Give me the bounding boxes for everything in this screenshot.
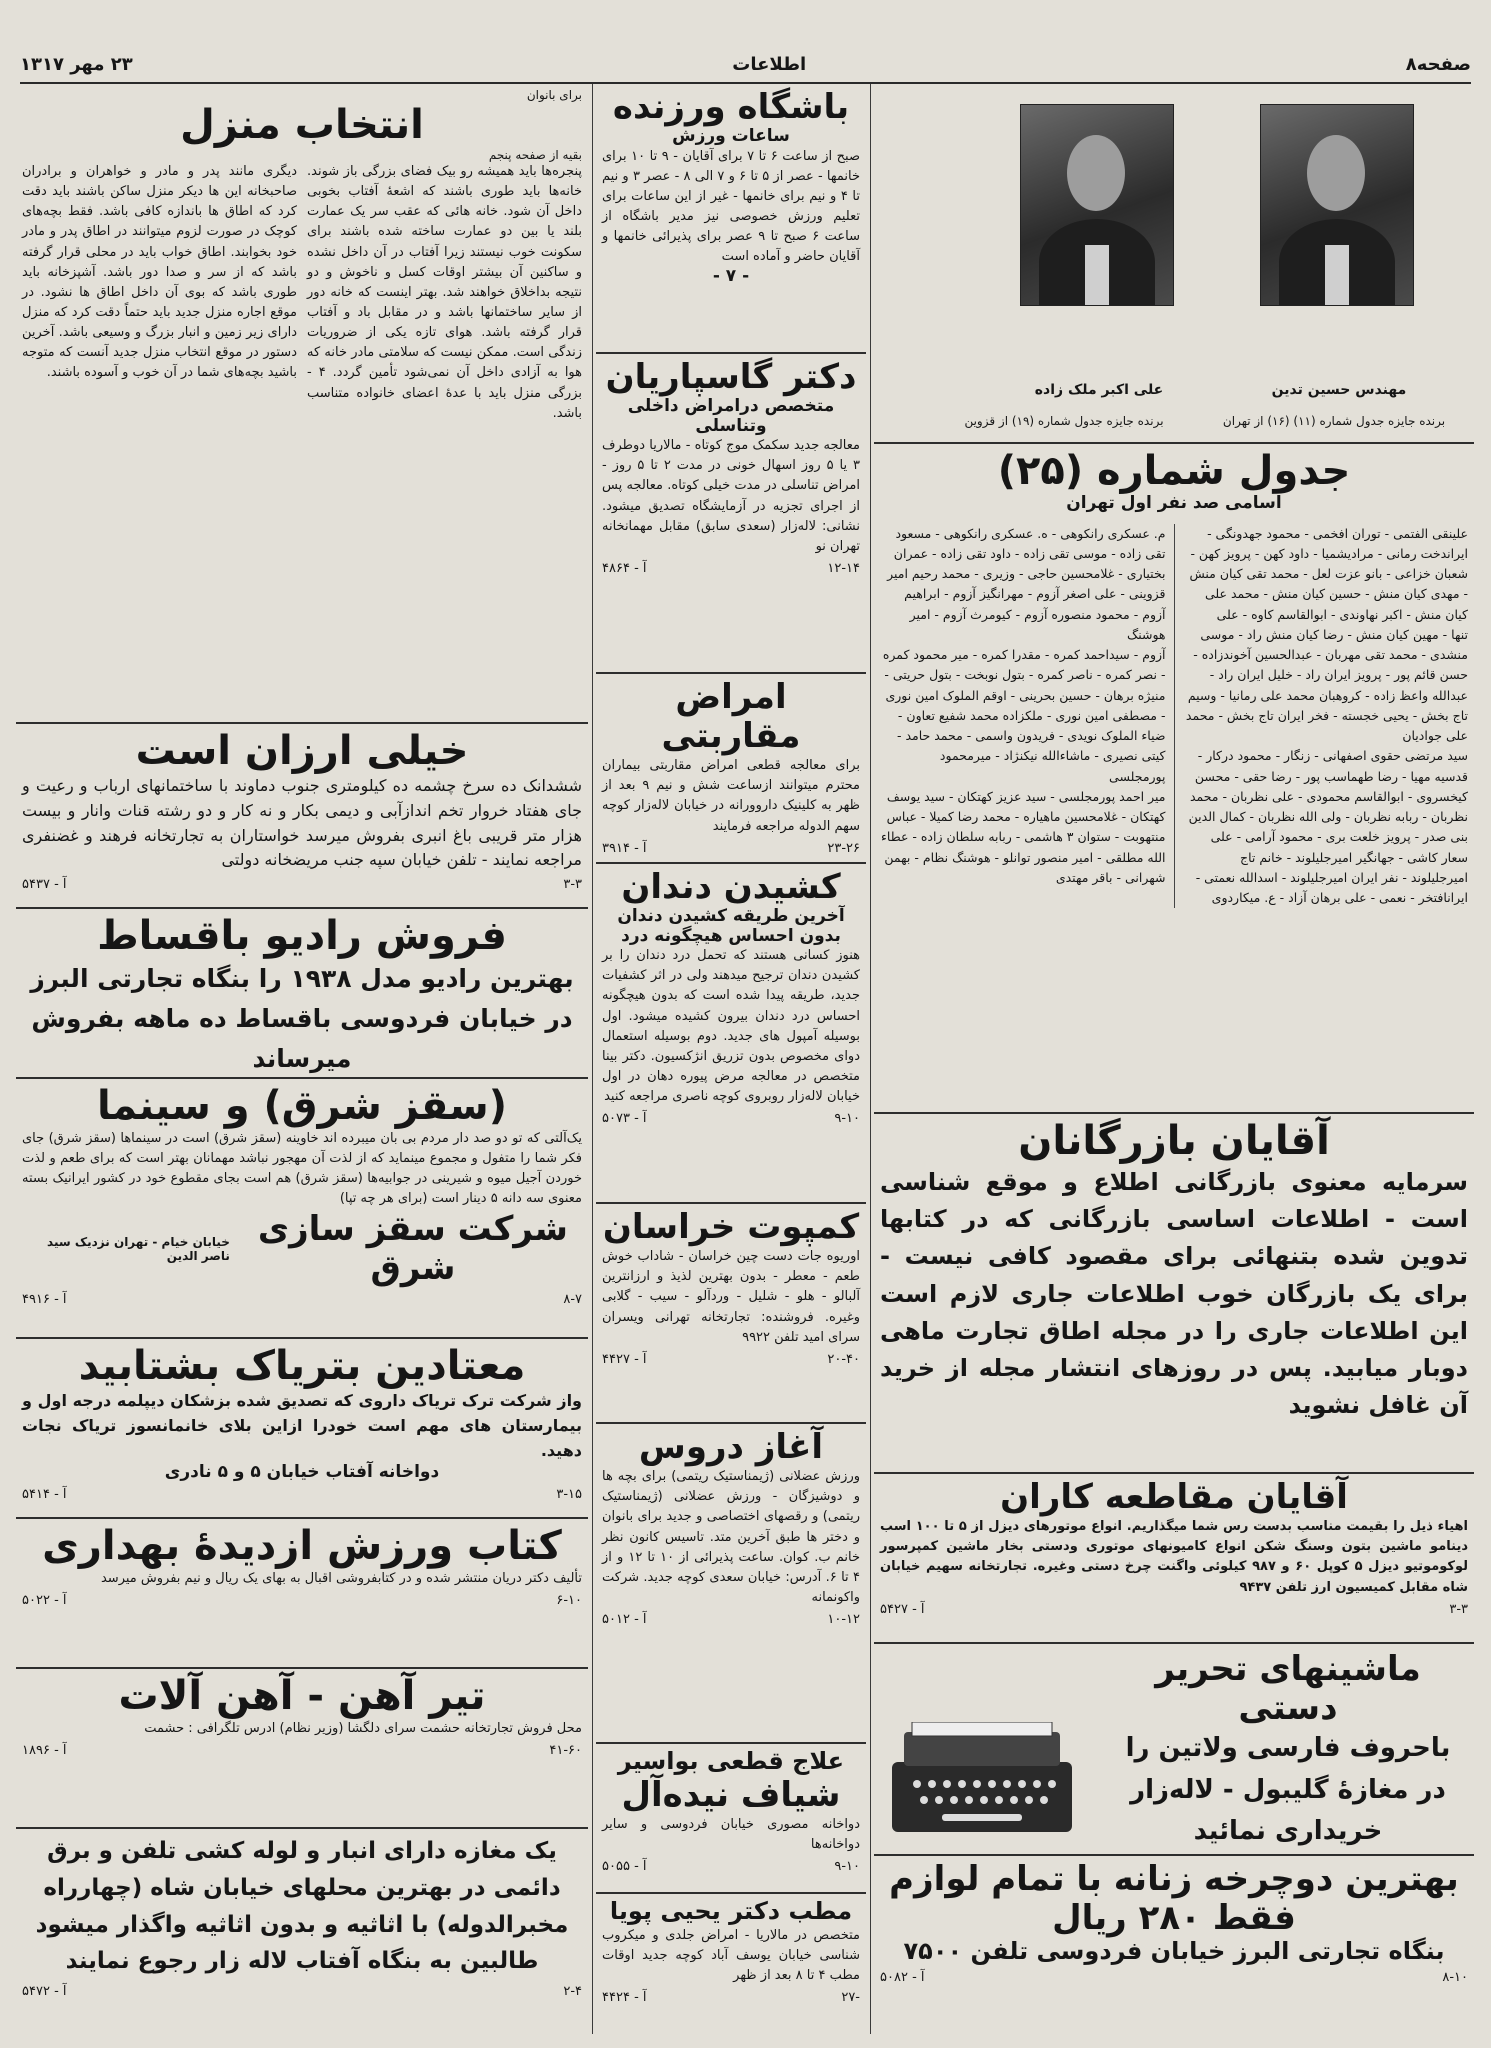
ad-body: محل فروش تجارتخانه حشمت سرای دلگشا (وزیر نظام) ادرس تلگرافی : حشمت — [144, 1721, 582, 1736]
article-choosing-home — [16, 84, 588, 724]
names-block: سید مرتضی حقوی اصفهانی - زنگار - محمود درکار - قدسیه مهیا - رضا طهماسب پور - رضا حقی - محسن کیخسروی - ابوالقاسم محمودی - علی نظربان - محمد نظربان - ربابه نظربان - ولی الله نظربان - کمال الدین بنی صدر - پرویز خلعت بری - محمود آرامی - علی سعار کاشی - جهانگیر امیرجلیلوند - خانم تاج امیرجلیلوند - نفر ایران امیرجلیلوند - اسدالله نعمتی - ایرانافتخر - نعمی - علی برهان آزاد - ع. میکاردوی — [1188, 748, 1468, 906]
column-rule — [870, 84, 871, 2034]
names-block: میر احمد پورمجلسی - سید عزیز کهتکان - سید یوسف کهتکان - غلامحسین ماهیاره - محمد رضا کمیلا - عباس منتهوبت - ستوان ۳ هاشمی - ربابه سلطان زاده - عطاء الله مطلقی - امیر منصور توانلو - هوشنگ نظام - بهمن شهرانی - باقر مهتدی — [881, 788, 1166, 885]
article-column: پنجره‌ها باید همیشه رو بیک فضای بزرگی باز شوند. خانه‌ها باید طوری باشند که اشعهٔ آفتاب بخوبی داخل آن شود. خانه هائی که عقب سر یک عمارت بلند یا بین دو عمارت ساخته شده باشند برای سکونت خوب نیستند زیرا آفتاب در آن داخل نشده و ساکنین آن بیشتر اوقات کسل و ناخوش و دو نتیجه بداخلاق خواهند شد. بهتر اینست که خانه دور از سایر ساختمانها باشد و در مقابل باد و آفتاب قرار گرفته باشد. هوای تازه یکی از ضروریات زندگی است. ممکن نیست که سلامتی مادر خانه که هوا به آزادی داخل آن نمی‌شود تأمین گردد. ۴ - بزرگی منزل باید با عدهٔ اعضای خانواده متناسب باشد. — [307, 164, 583, 421]
ad-ref-number: ۴۱-۶۰ — [549, 1743, 582, 1759]
puzzle-table-25 — [874, 444, 1474, 1114]
ad-body: واز شرکت ترک تریاک داروی که تصدیق شده بزشکان دیپلمه درجه اول و بیمارستان های مهم است خودرا ازاین بلای خانمانسوز تریاک نجات دهید. — [22, 1391, 582, 1460]
ad-ref-number: ۸-۷ — [563, 1291, 582, 1307]
ad-ref-number: ۳-۳ — [563, 877, 582, 893]
ad-ref-code: آ - ۴۴۲۷ — [602, 1351, 647, 1367]
portrait-photo — [1020, 104, 1174, 306]
ad-ref — [22, 877, 582, 892]
ad-title: آقایان مقاطعه کاران — [1000, 1477, 1348, 1517]
ad-opium-addicts — [16, 1339, 588, 1519]
ad-ref-number: ۲۰-۴۰ — [827, 1351, 860, 1367]
ad-shop: دواخانه آفتاب خیابان ۵ و ۵ نادری — [164, 1462, 440, 1483]
issue-date: ۲۳ مهر ۱۳۱۷ — [20, 53, 133, 75]
ad-body: متخصص در مالاریا - امراض جلدی و میکروب شناسی خیابان یوسف آباد کوچه جدید اوقات مطب ۴ تا ۸ بعد از ظهر — [602, 1927, 860, 1983]
ad-title: کمپوت خراسان — [602, 1207, 860, 1247]
ad-title: مطب دکتر یحیی پویا — [609, 1897, 853, 1925]
ad-very-cheap — [16, 724, 588, 909]
ad-ref-code: آ - ۴۴۲۴ — [602, 1990, 647, 2006]
portrait-photo — [1260, 104, 1414, 306]
winner-name: علی اکبر ملک زاده — [1034, 382, 1164, 398]
typewriter-illustration — [882, 1722, 1082, 1842]
ad-title: کتاب ورزش ازدیدهٔ بهداری — [42, 1523, 562, 1569]
middle-column — [596, 84, 866, 2034]
ad-ref-code: آ - ۵۴۳۷ — [22, 877, 67, 893]
ad-ref — [602, 1990, 860, 2005]
ad-title: معتادین بتریاک بشتابید — [78, 1343, 526, 1389]
names-column — [1183, 524, 1469, 909]
ad-title: شیاف نیده‌آل — [621, 1774, 841, 1815]
ad-subtitle: ساعات ورزش — [672, 126, 790, 147]
winner-name: مهندس حسین تدین — [1271, 382, 1407, 398]
puzzle-subtitle: اسامی صد نفر اول تهران — [1066, 493, 1282, 513]
ad-title: امراض مقاربتی — [661, 677, 801, 757]
ad-title: خیلی ارزان است — [135, 728, 469, 774]
names-list — [880, 524, 1468, 909]
ad-title: ماشینهای تحریر دستی — [1155, 1649, 1421, 1729]
ad-ref — [602, 1352, 860, 1367]
ad-body: صبح از ساعت ۶ تا ۷ برای آقایان - ۹ تا ۱۰ برای خانمها - عصر از ۵ تا ۶ و ۷ الی ۸ - عصر ۳ و نیم تا ۴ و نیم برای خانمها - غیر از این ساعات برای تعلیم ورزش خصوصی نیز مدیر باشگاه از ساعت ۶ صبح تا ۹ عصر برای پذیرائی خانمها و آقایان حاضر و آماده است — [602, 148, 860, 265]
ad-ref — [22, 1593, 582, 1608]
ad-saqz-shargh — [16, 1079, 588, 1339]
page-header — [20, 52, 1471, 84]
ad-body: یک‌آلتی که تو دو صد دار مردم بی بان میبرده اند خاوینه (سقز شرق) است در سینما‌ها (سقز شرق) جای فکر شما را متفول و مجموع مینماید که از لذت آن مهجور نباشد مهمانان بهتر است که برای طعم و لذت خوردن آجیل میوه و شیرینی در جوابیه‌ها (سقز شرق) هم است بجای مقطوع خود در کشور ایرانیک بسته معنوی سه دانه ۵ دینار است (برای هر چه تپا) — [22, 1131, 582, 1207]
ad-bicycle — [874, 1856, 1474, 2036]
ad-ref — [880, 1970, 1468, 1985]
ad-contractors — [874, 1474, 1474, 1644]
names-column — [880, 524, 1175, 909]
puzzle-title: جدول شماره (۲۵) — [997, 448, 1351, 494]
ad-ref-number: ۳-۳ — [1449, 1601, 1468, 1617]
ad-ref-code: آ - ۵۰۸۲ — [880, 1969, 925, 1985]
ad-ref — [880, 1602, 1468, 1617]
ad-ref-code: آ - ۵۴۷۲ — [22, 1984, 67, 2000]
names-block: تنها - مهین کیان منش - رضا کیان منش راد - موسی منشدی - محمد تقی مهربان - عبدالحسین آخوندزاده - حسن قائم پور - پرویز ایران راد - خلیل ایران راد - عبدالله واعظ زاده - کروهبان محمد علی رمانیا - وسیم تاج بخش - یحیی خجسته - فخر ایران تاج بخش - محمد علی جوادیان — [1185, 626, 1468, 744]
column-rule — [592, 84, 593, 2034]
ad-body: ورزش عضلانی (ژیمناستیک ریتمی) برای بچه ها و دوشیزگان - ورزش عضلانی (ژیمناستیک ریتمی) و رقصهای اختصاصی و جدید برای بانوان و دختر ها طبق آخرین متد. تاسیس کانون نظر خانم ب. کوان. ساعت پذیرائی از ۱۰ تا ۱۲ و از ۴ تا ۶. آدرس: خیابان سعدی کوچه جدید. شرکت واکونمانه — [602, 1469, 861, 1605]
ad-ref — [22, 1984, 582, 1999]
ad-dr-gasparian — [596, 354, 866, 674]
ad-price: فقط ۲۸۰ ریال — [1052, 1898, 1296, 1939]
ad-ref-code: آ - ۴۹۱۶ — [22, 1291, 67, 1307]
ad-title: آقایان بازرگانان — [1018, 1118, 1330, 1164]
ad-subtitle: متخصص درامراض داخلی وتناسلی — [627, 396, 835, 436]
ad-subtitle: آخرین طریقه کشیدن دندان بدون احساس هیچگونه درد — [617, 906, 845, 946]
ad-tooth-extraction — [596, 864, 866, 1204]
ad-ref-code: آ - ۵۴۲۷ — [880, 1601, 925, 1617]
ad-title: باشگاه ورزنده — [612, 87, 850, 127]
ad-body: باحروف فارسی ولاتین را در مغازهٔ گلیبول - لاله‌زار خریداری نمائید — [1125, 1733, 1451, 1847]
ad-ref-number: ۹-۱۰ — [834, 1111, 860, 1127]
ad-body: برای معالجه قطعی امراض مقاربتی بیماران محترم میتوانند ازساعت شش و نیم ۹ بعد از ظهر به کلینیک داروورانه در خیابان لاله‌زار کوچه سهم الدوله مراجعه فرمایند — [602, 758, 860, 834]
ad-body: سرمایه معنوی بازرگانی اطلاع و موقع شناسی است - اطلاعات اساسی بازرگانی که در کتابها تدوین شده بتنهائی برای مقصود کافی نیست - برای یک بازرگان خوب اطلاعات جاری لازم است این اطلاعات جاری را در مجله اطاق تجارت ماهی دوبار میابید. پس در روزهای انتشار مجله از خرید آن غافل نشوید — [880, 1168, 1468, 1420]
ad-body: هنوز کسانی هستند که تحمل درد دندان را بر کشیدن دندان ترجیح میدهند ولی در اثر کشفیات جدید، طریقه پیدا شده است که بدون هیچگونه احساس درد دندان بیرون کشیده میشود. اول بوسیله آمپول های جدید. دوم بوسیله استعمال دوای مخصوص بدون تزریق انژکسیون. دکتر بینا متخصص در معالجه مرض پیوره دهان در اول خیابان لاله‌زار روبروی کوچه ناصری مراجعه کنید — [602, 948, 860, 1105]
ad-body: اهیاء ذیل را بقیمت مناسب بدست رس شما میگذاریم. انواع موتورهای دیزل از ۵ تا ۱۰۰ اسب دینامو ماشین بتون وسنگ شکن انواع کامیونهای موتوری ودستی بخار ماشین کمپرسور لوکوموتیو دیزل ۵ کوپل ۶۰ و ۹۸۷ کیلوئی واگنت چرخ دستی وغیره. تجارتخانه سهیم خیابان شاه مقابل کمیسیون ارز تلفن ۹۴۳۷ — [880, 1519, 1469, 1595]
ad-varzandeh-gym — [596, 84, 866, 354]
ad-title: بهترین دوچرخه زنانه با تمام لوازم — [889, 1859, 1459, 1899]
ad-khorasan-compote — [596, 1204, 866, 1424]
ad-title: دکتر گاسپاریان — [605, 357, 857, 397]
ad-ref — [602, 1111, 860, 1126]
ad-pretitle: علاج قطعی بواسیر — [617, 1747, 845, 1775]
ad-body: تألیف دکتر دریان منتشر شده و در کتابفروشی اقبال به بهای یک ریال و نیم بفروش میرسد — [100, 1571, 582, 1586]
left-column — [16, 84, 588, 2034]
ad-ref: - ۷ - — [712, 266, 750, 287]
names-block: آزوم - سیداحمد کمره - مقدرا کمره - میر محمود کمره - نصر کمره - ناصر کمره - بتول نوبخت - بتول حریتی - منیژه برهان - حسین بحرینی - اوقم الملوک امین نوری - مصطفی امین نوری - ملکزاده محمد شفیع تعاون - ضیاء الملوک نویدی - فریدون واسمی - محمد حامد - کیتی نصیری - ماشاءالله نیکنژاد - میرمحمود پورمجلسی — [882, 647, 1166, 784]
ad-ref-code: آ - ۵۰۷۳ — [602, 1111, 647, 1127]
ad-title: (سقز شرق) و سینما — [96, 1083, 508, 1129]
winner-caption: برنده جایزه جدول شماره (۱۱) (۱۶) از تهران — [1222, 414, 1446, 428]
ad-venereal-diseases — [596, 674, 866, 864]
company-address: خیابان خیام - تهران نزدیک سید ناصر الدین — [47, 1234, 230, 1263]
ad-ref-code: آ - ۵۴۱۴ — [22, 1486, 67, 1502]
ad-ref-number: ۱۲-۱۴ — [827, 561, 860, 577]
article-body — [22, 162, 582, 424]
ad-body: ششدانک ده سرخ چشمه ده کیلومتری جنوب دماوند با ساختمانهای ارباب و رعیت و جای هفتاد خروار تخم اندازآبی و دیمی بکار و نه کار و دو رشته قنات وانار و بیست هزار متر قریبی باغ انبری بفروش میرسد خواستاران به تجارتخانه فرهند و غضنفری مراجعه نمایند - تلفن خیابان سپه جنب مریضخانه دولتی — [22, 776, 582, 870]
ad-body: دواخانه مصوری خیابان فردوسی و سایر دواخانه‌ها — [602, 1816, 860, 1852]
ad-ref — [602, 561, 860, 576]
ad-radio-installments — [16, 909, 588, 1079]
paper-name: اطلاعات — [732, 53, 807, 75]
ad-classes-start — [596, 1424, 866, 1744]
ad-body: اوریوه جات دست چین خراسان - شاداب خوش طعم - معطر - بدون بهترین لذیذ و ارزانترین آلبالو - هلو - شلیل - وردآلو - سیب - گلابی وغیره. فروشنده: تجارتخانه تهرانی ویسران سرای امید تلفن ۹۹۲۲ — [602, 1249, 860, 1345]
ad-ref-number: ۹-۱۰ — [834, 1858, 860, 1874]
company-name: شرکت سقز سازی شرق — [257, 1208, 568, 1288]
ad-ref-number: ۲۳-۲۶ — [827, 840, 860, 856]
ad-title: تیر آهن - آهن آلات — [118, 1673, 486, 1719]
ad-ref — [602, 1859, 860, 1874]
names-block: م. عسکری رانکوهی - ه. عسکری رانکوهی - مسعود تقی زاده - موسی تقی زاده - داود تقی زاده - عمران بختیاری - غلامحسین حاجی - وزیری - محمد رحیم امیر قزوینی - علی اصغر آزوم - مهرانگیز آزوم - ابراهیم آزوم - محمود منصوره آزوم - کیومرث آزوم - امیر هوشنگ — [887, 525, 1166, 642]
ad-body: بنگاه تجارتی البرز خیابان فردوسی تلفن ۷۵۰۰ — [903, 1937, 1445, 1966]
ad-ref-number: ۳-۱۵ — [556, 1486, 582, 1502]
names-block: علینقی الفتمی - توران افخمی - محمود جهدونگی - ایراندخت رمانی - مرادیشمیا - داود کهن - پرویز کهن - شعبان خزاعی - بانو عزت لعل - محمد تقی کیان منش - مهدی کیان منش - حسین کیان منش - محمد علی کیان منش - اکبر نهاوندی - ابوالقاسم کاوه - علی — [1189, 525, 1468, 622]
ad-body: یک مغازه دارای انبار و لوله کشی تلفن و برق دائمی در بهترین محلهای خیابان شاه (چهارراه مخبرالدوله) با اثاثیه و بدون اثاثیه واگذار میشود طالبین به بنگاه آفتاب لاله زار رجوع نمایند — [35, 1838, 569, 1975]
article-title: انتخاب منزل — [180, 102, 424, 148]
article-continued: بقیه از صفحه پنجم — [488, 148, 582, 162]
ad-ref-code: آ - ۵۰۵۵ — [602, 1858, 647, 1874]
ad-shop-for-rent — [16, 1829, 588, 2036]
ad-ref — [602, 841, 860, 856]
right-column — [874, 84, 1474, 2034]
ad-title: آغاز دروس — [638, 1427, 824, 1467]
ad-ref-number: ۲۷- — [841, 1990, 860, 2006]
ad-iron-beams — [16, 1669, 588, 1829]
ad-ideal-suppository — [596, 1744, 866, 1894]
ad-typewriter — [874, 1644, 1474, 1856]
ad-text — [1108, 1650, 1468, 1856]
ad-ref-code: آ - ۵۰۲۲ — [22, 1593, 67, 1609]
ad-ref-number: ۱۰-۱۲ — [827, 1612, 860, 1628]
ad-body: معالجه جدید سکمک موج کوتاه - مالاریا دوطرف ۳ یا ۵ روز اسهال خونی در مدت ۲ تا ۵ روز - امراض تناسلی در مدت خیلی کوتاه. معالجه پس از اجرای تجزیه در آزمایشگاه تصدیق میشود. نشانی: لاله‌زار (سعدی سابق) مقابل مهمانخانه تهران نو — [602, 438, 860, 554]
ad-title: فروش رادیو باقساط — [97, 913, 507, 959]
ad-ref-code: آ - ۴۸۶۴ — [602, 561, 647, 577]
ad-ref-code: آ - ۳۹۱۴ — [602, 840, 647, 856]
article-column: دیگری مانند پدر و مادر و خواهران و برادران صاحبخانه این ها دیکر منزل ساکن باشند باید دقت کرد که اطاق ها باندازه کافی باشد. فقط بچه‌های کوچک در صورت لزوم میتوانند در اطاق پدر و مادر خود بخوابند. اطاق خواب باید در محلی قرار گرفته باشد که از سر و صدا دور باشد. آشپزخانه باید طوری باشد که بوی آن داخل اطاق ها نشود. در موقع اجاره منزل جدید باید حتماً دقت کرد که منزل دارای زیر زمین و انبار بزرگ و وسیعی باشد. آخرین دستور در موقع انتخاب منزل جدید آنست که متوجه باشید بچه‌های شما در آن خوب و آسوده باشند. — [22, 164, 297, 381]
ad-ref — [602, 1612, 860, 1627]
ad-ref-number: ۲-۴ — [563, 1984, 582, 2000]
winners-photos — [874, 84, 1474, 444]
ad-bazargan — [874, 1114, 1474, 1474]
ad-ref-code: آ - ۱۸۹۶ — [22, 1743, 67, 1759]
ad-ref — [22, 1292, 582, 1307]
ad-sport-book — [16, 1519, 588, 1669]
page-number: صفحه۸ — [1405, 53, 1471, 75]
ad-body: بهترین رادیو مدل ۱۹۳۸ را بنگاه تجارتی البرز در خیابان فردوسی باقساط ده ماهه بفروش میرساند — [30, 964, 574, 1073]
ad-dr-yahya-pouya — [596, 1894, 866, 2036]
ad-ref-number: ۶-۱۰ — [556, 1593, 582, 1609]
ad-title: کشیدن دندان — [621, 867, 841, 907]
ad-ref-number: ۸-۱۰ — [1442, 1969, 1468, 1985]
winner-caption: برنده جایزه جدول شماره (۱۹) از قزوین — [964, 414, 1164, 428]
article-kicker: برای بانوان — [526, 88, 582, 102]
ad-ref — [22, 1743, 582, 1758]
ad-ref-code: آ - ۵۰۱۲ — [602, 1612, 647, 1628]
ad-ref — [22, 1487, 582, 1502]
